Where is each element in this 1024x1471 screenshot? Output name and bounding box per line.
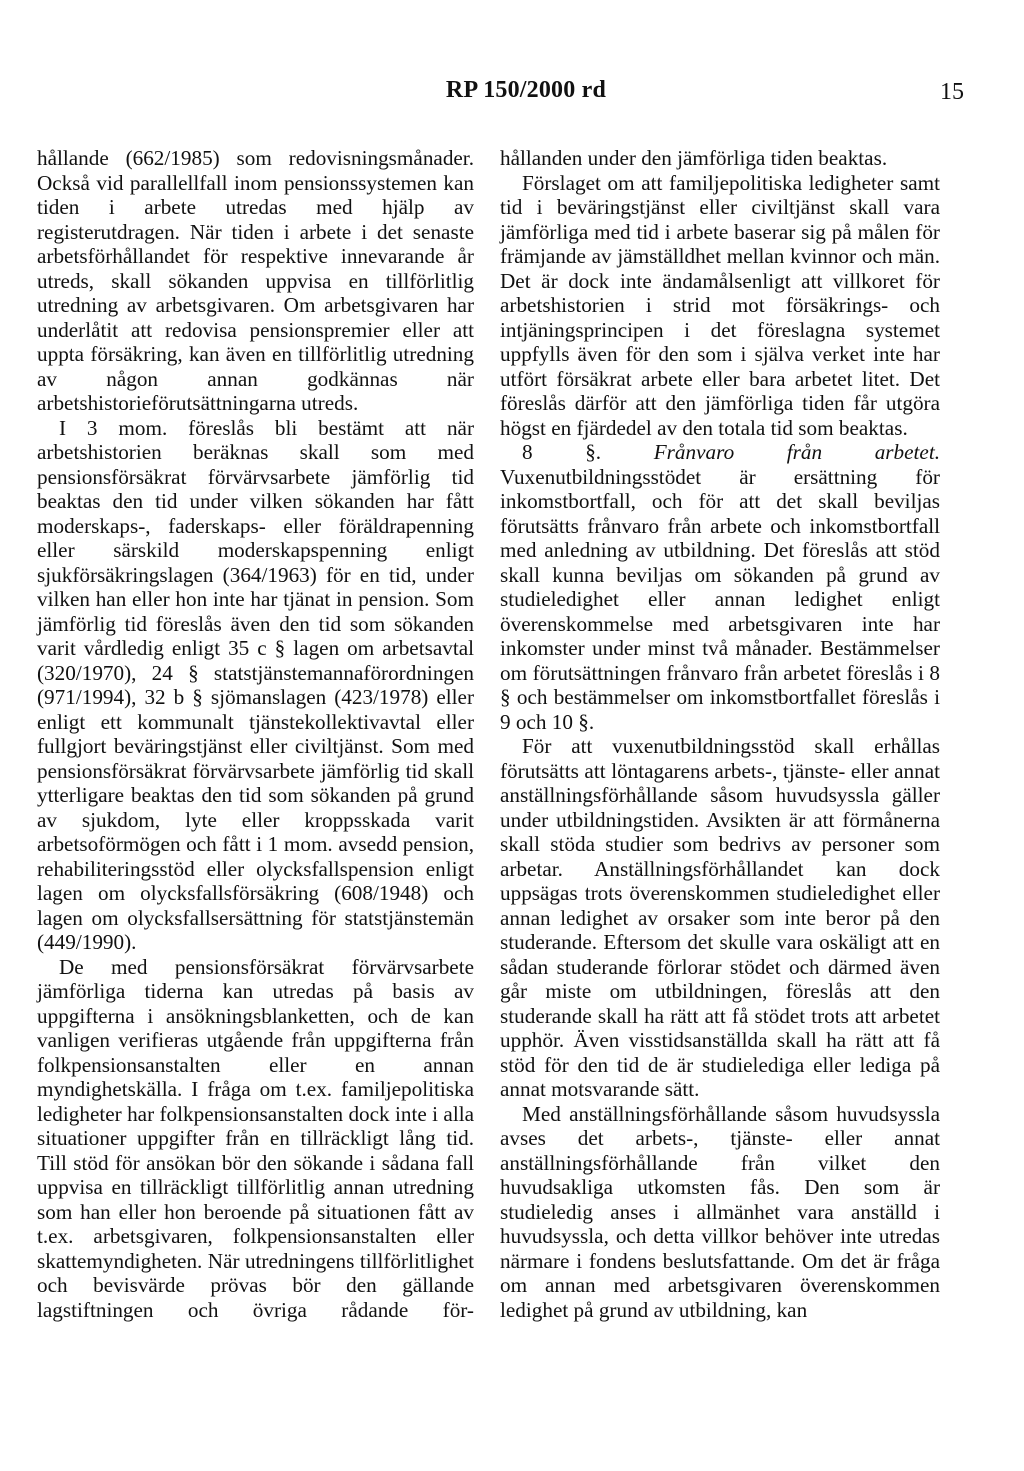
- section-number: 8 §.: [522, 440, 602, 464]
- page-number: 15: [940, 79, 964, 105]
- right-paragraph-5: Med anställningsförhållande såsom huvudsyssla avses det arbets-, tjänste- eller annat anställningsförhållande från vilket den huvudsakliga utkomsten fås. Den som är studieledig anses i allmänhet vara anställd i huvudsyssla, och detta villkor behöver inte utredas närmare i fondens beslutsfattande. Om det är fråga om annan med arbetsgivaren överenskommen ledighet på grund av utbildning, kan: [500, 1101, 940, 1322]
- document-title: RP 150/2000 rd: [445, 77, 607, 103]
- right-paragraph-4: För att vuxenutbildningsstöd skall erhållas förutsätts att löntagarens arbets-, tjänste- eller annat anställningsförhållande såsom huvudsyssla gäller under utbildningstiden. Avsikten är att förmånerna skall stöda studier som bedrivs av personer som arbetar. Anställningsförhållandet kan dock uppsägas trots överenskommen studieledighet eller annan ledighet av orsaker som inte beror på den studerande. Eftersom det skulle vara oskäligt att en sådan studerande förlorar stödet och därmed även går miste om utbildningen, föreslås att den studerande skall ha rätt att få stödet trots att arbetet upphör. Även visstidsanställda skall ha rätt att få stöd för den tid de är studielediga eller lediga på annat motsvarande sätt.: [500, 734, 940, 1101]
- right-paragraph-3: [500, 440, 940, 734]
- section-body: Vuxenutbildningsstödet är ersättning för inkomstbortfall, och för att det skall beviljas förutsätts frånvaro från arbete och inkomstbortfall med anledning av utbildning. Det föreslås att stöd skall kunna beviljas om sökanden på grund av studieledighet eller annan ledighet enligt överenskommelse med arbetsgivaren inte har inkomster under minst två månader. Bestämmelser om förutsättningen frånvaro från arbetet föreslås i 8 § och bestämmelser om inkomstbortfallet föreslås i 9 och 10 §.: [500, 464, 940, 734]
- left-column: [37, 146, 474, 1322]
- left-paragraph-1: hållande (662/1985) som redovisningsmånader. Också vid parallellfall inom pensionssystemen kan tiden i arbete utredas med hjälp av registerutdragen. När tiden i arbete i det senaste arbetsförhållandet för respektive innevarande år utreds, skall sökanden uppvisa en tillförlitlig utredning av arbetsgivaren. Om arbetsgivaren har underlåtit att redovisa pensionspremier eller att uppta försäkring, kan även en tillförlitlig utredning av någon annan godkännas när arbetshistorieförutsättningarna utreds.: [37, 146, 474, 415]
- right-paragraph-2: Förslaget om att familjepolitiska ledigheter samt tid i beväringstjänst eller civiltjänst skall vara jämförliga med tid i arbete baserar sig på målen för främjande av jämställdhet mellan kvinnor och män. Det är dock inte ändamålsenligt att villkoret för arbetshistorien i strid mot försäkrings- och intjäningsprincipen i det föreslagna systemet uppfylls även för den som i själva verket inte har utfört försäkrat arbete eller bara arbetet litet. Det föreslås därför att den jämförliga tiden får utgöra högst en fjärdedel av den totala tid som beaktas.: [500, 170, 940, 440]
- right-paragraph-1: hållanden under den jämförliga tiden beaktas.: [500, 146, 888, 170]
- left-paragraph-3: De med pensionsförsäkrat förvärvsarbete jämförliga tiderna kan utredas på basis av uppgifterna i ansökningsblanketten, och de kan vanligen verifieras utgående från uppgifterna från folkpensionsanstalten eller en annan myndighetskälla. I fråga om t.ex. familjepolitiska ledigheter har folkpensionsanstalten dock inte i alla situationer uppgifter från en tillräckligt lång tid. Till stöd för ansökan bör den sökande i sådana fall uppvisa en tillräckligt tillförlitlig annan utredning som han eller hon beroende på situationen fått av t.ex. arbetsgivaren, folkpensionsanstalten eller skattemyndigheten. När utredningens tillförlitlighet och bevisvärde prövas bör den gällande lagstiftningen och övriga rådande för-: [37, 954, 474, 1322]
- section-heading: Frånvaro från arbetet.: [653, 440, 941, 464]
- left-paragraph-2: I 3 mom. föreslås bli bestämt att när arbetshistorien beräknas skall som med pensionsförsäkrat förvärvsarbete jämförlig tid beaktas den tid under vilken sökanden har fått moderskaps-, faderskaps- eller föräldrapenning eller särskild moderskapspenning enligt sjukförsäkringslagen (364/1963) för en tid, under vilken han eller hon inte har tjänat in pension. Som jämförlig tid föreslås även den tid som sökanden varit vårdledig enligt 35 c § lagen om arbetsavtal (320/1970), 24 § statstjänstemannaförordningen (971/1994), 32 b § sjömanslagen (423/1978) eller enligt ett kommunalt tjänstekollektivavtal eller fullgjort beväringstjänst eller civiltjänst. Som med pensionsförsäkrat förvärvsarbete jämförlig tid skall ytterligare beaktas den tid som sökanden på grund av sjukdom, lyte eller kroppsskada varit arbetsoförmögen och fått i 1 mom. avsedd pension, rehabiliteringsstöd eller olycksfallspension enligt lagen om olycksfallsförsäkring (608/1948) och lagen om olycksfallsersättning för statstjänstemän (449/1990).: [37, 415, 474, 954]
- right-column: [500, 146, 940, 1322]
